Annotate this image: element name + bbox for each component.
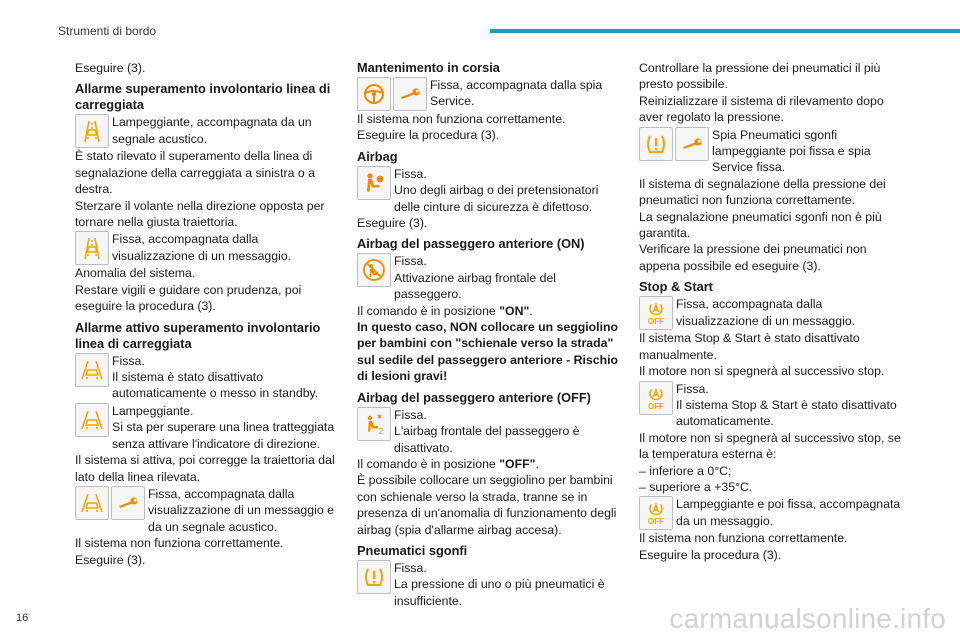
paragraph: Eseguire la procedura (3). [357, 128, 500, 143]
bold-run: "OFF" [499, 456, 536, 471]
entry-state: Fissa. [394, 254, 427, 269]
text-run: . [535, 456, 539, 471]
paragraph: Il sistema si attiva, poi corregge la traiettoria dal lato della linea rilevata. [75, 453, 335, 484]
paragraph [357, 456, 625, 472]
column-1 [75, 60, 343, 568]
paragraph: Restare vigili e guidare con prudenza, poi eseguire la procedura (3). [75, 282, 302, 314]
paragraph: Anomalia del sistema. [75, 266, 196, 281]
warning-entry [75, 114, 343, 148]
entry-description: La pressione di uno o più pneumatici è insufficiente. [394, 577, 605, 608]
paragraph: Eseguire la procedura (3). [639, 547, 782, 562]
lane-departure-icon [75, 114, 109, 148]
section-heading: Airbag [357, 148, 398, 164]
text-run: . [529, 303, 533, 318]
tyre-pressure-icon [357, 560, 391, 594]
entry-text: Fissa, accompagnata dalla spia Service. [430, 78, 603, 109]
service-wrench-icon [111, 486, 145, 520]
warning-entry [357, 77, 625, 111]
service-wrench-icon [393, 77, 427, 111]
section-heading: Allarme attivo superamento involontario linea di carreggiata [75, 319, 321, 351]
paragraph: Eseguire (3). [357, 216, 428, 231]
lane-keeping-icon [75, 353, 109, 387]
entry-state: Fissa. [394, 166, 427, 181]
off-label: OFF [648, 317, 664, 327]
entry-text [112, 403, 343, 452]
entry-text [112, 353, 343, 402]
entry-text [394, 253, 625, 302]
paragraph: È stato rilevato il superamento della linea di segnalazione della carreggiata a sinistra o a destra. [75, 149, 315, 197]
entry-state: Fissa. [394, 560, 427, 575]
paragraph [357, 303, 625, 319]
watermark: carmanualsonline.info [669, 603, 946, 634]
entry-description: Attivazione airbag frontale del passeggero. [394, 270, 557, 302]
paragraph: Il sistema non funziona correttamente. [639, 531, 848, 546]
entry-description: Si sta per superare una linea tratteggiata senza attivare l'indicatore di direzione. [112, 420, 335, 451]
warning-entry [75, 486, 343, 535]
paragraph: Il sistema non funziona correttamente. [75, 536, 284, 551]
warning-entry [75, 403, 343, 452]
list-item: – inferiore a 0°C; [639, 463, 732, 478]
svg-text:2: 2 [378, 426, 384, 436]
entry-state: Lampeggiante. [112, 403, 194, 418]
off-label: OFF [648, 401, 664, 411]
paragraph: Il sistema non funziona correttamente. [357, 112, 566, 126]
header-accent-bar [490, 29, 960, 33]
lane-departure-icon [75, 231, 109, 265]
running-header: Strumenti di bordo [58, 24, 157, 38]
entry-state: Fissa. [394, 407, 427, 422]
paragraph: Il motore non si spegnerà al successivo stop, se la temperatura esterna è: [639, 430, 901, 462]
paragraph: Verificare la pressione dei pneumatici non appena possibile ed eseguire (3). [639, 242, 867, 273]
entry-text: Lampeggiante e poi fissa, accompagnata da un messaggio. [676, 497, 901, 528]
entry-state: Fissa. [676, 381, 709, 396]
section-heading: Pneumatici sgonfi [357, 542, 468, 558]
entry-text: Lampeggiante, accompagnata da un segnale acustico. [112, 115, 312, 146]
entry-state: Fissa. [112, 353, 145, 368]
paragraph: Il sistema di segnalazione della pressione dei pneumatici non funziona correttamente. [639, 176, 886, 208]
steering-wheel-icon [357, 77, 391, 111]
text-run: Il comando è in posizione [357, 456, 500, 471]
entry-text: Fissa, accompagnata dalla visualizzazione di un messaggio e da un segnale acustico. [148, 486, 334, 534]
stop-start-off-icon [639, 496, 673, 530]
column-2 [357, 60, 625, 609]
paragraph: Controllare la pressione dei pneumatici il più presto possibile. [639, 61, 881, 92]
warning-entry [639, 381, 907, 430]
paragraph: Il motore non si spegnerà al successivo stop. [639, 364, 885, 379]
warning-entry [357, 253, 625, 302]
entry-text: Fissa, accompagnata dalla visualizzazione di un messaggio. [112, 232, 292, 263]
page-number: 16 [16, 612, 29, 624]
lane-keeping-icon [75, 403, 109, 437]
passenger-airbag-on-icon [357, 253, 391, 287]
paragraph: Sterzare il volante nella direzione opposta per tornare nella giusta traiettoria. [75, 198, 325, 230]
paragraph: Eseguire (3). [75, 552, 146, 567]
entry-text [676, 381, 907, 430]
entry-text [394, 166, 625, 215]
paragraph: È possibile collocare un seggiolino per bambini con schienale verso la strada, tranne se in presenza di un'anomalia di funzionamento degli airbag (spia d'allarme airbag accesa). [357, 473, 617, 537]
entry-text: Spia Pneumatici sgonfi lampeggiante poi fissa e spia Service fissa. [712, 127, 871, 175]
section-heading: Allarme superamento involontario linea di carreggiata [75, 81, 331, 113]
entry-description: Il sistema è stato disattivato automaticamente o messo in standby. [112, 370, 319, 401]
passenger-airbag-off-icon [357, 407, 391, 441]
entry-text [394, 560, 625, 609]
warning-paragraph: In questo caso, NON collocare un seggiolino per bambini con "schienale verso la strada" sul sedile del passeggero anteriore - Rischio di lesioni gravi! [357, 320, 619, 384]
list-item: – superiore a +35°C. [639, 479, 753, 494]
warning-entry [639, 127, 907, 176]
paragraph: Il sistema Stop & Start è stato disattivato manualmente. [639, 331, 860, 362]
entry-description: L'airbag frontale del passeggero è disattivato. [394, 424, 580, 455]
stop-start-off-icon [639, 296, 673, 330]
warning-entry [639, 496, 907, 530]
entry-description: Uno degli airbag o dei pretensionatori delle cinture di sicurezza è difettoso. [394, 183, 599, 214]
stop-start-off-icon [639, 381, 673, 415]
column-3 [639, 60, 907, 563]
warning-entry [357, 560, 625, 609]
entry-description: Il sistema Stop & Start è stato disattivato automaticamente. [676, 397, 897, 429]
text-run: Il comando è in posizione [357, 303, 500, 318]
paragraph: Eseguire (3). [75, 61, 146, 75]
paragraph: Reinizializzare il sistema di rilevamento dopo aver regolato la pressione. [639, 93, 884, 125]
bold-run: "ON" [499, 303, 530, 318]
warning-entry [75, 231, 343, 265]
section-heading: Stop & Start [639, 279, 713, 295]
lane-keeping-icon [75, 486, 109, 520]
warning-entry [639, 296, 907, 330]
airbag-icon [357, 166, 391, 200]
off-label: OFF [648, 517, 664, 527]
section-heading: Airbag del passeggero anteriore (OFF) [357, 389, 591, 405]
section-heading: Mantenimento in corsia [357, 60, 500, 75]
service-wrench-icon [675, 127, 709, 161]
warning-entry [357, 407, 625, 456]
tyre-pressure-icon [639, 127, 673, 161]
entry-text: Fissa, accompagnata dalla visualizzazione di un messaggio. [676, 297, 856, 328]
entry-text [394, 407, 625, 456]
warning-entry [75, 353, 343, 402]
section-heading: Airbag del passeggero anteriore (ON) [357, 236, 585, 252]
warning-entry [357, 166, 625, 215]
paragraph: La segnalazione pneumatici sgonfi non è più garantita. [639, 209, 882, 241]
